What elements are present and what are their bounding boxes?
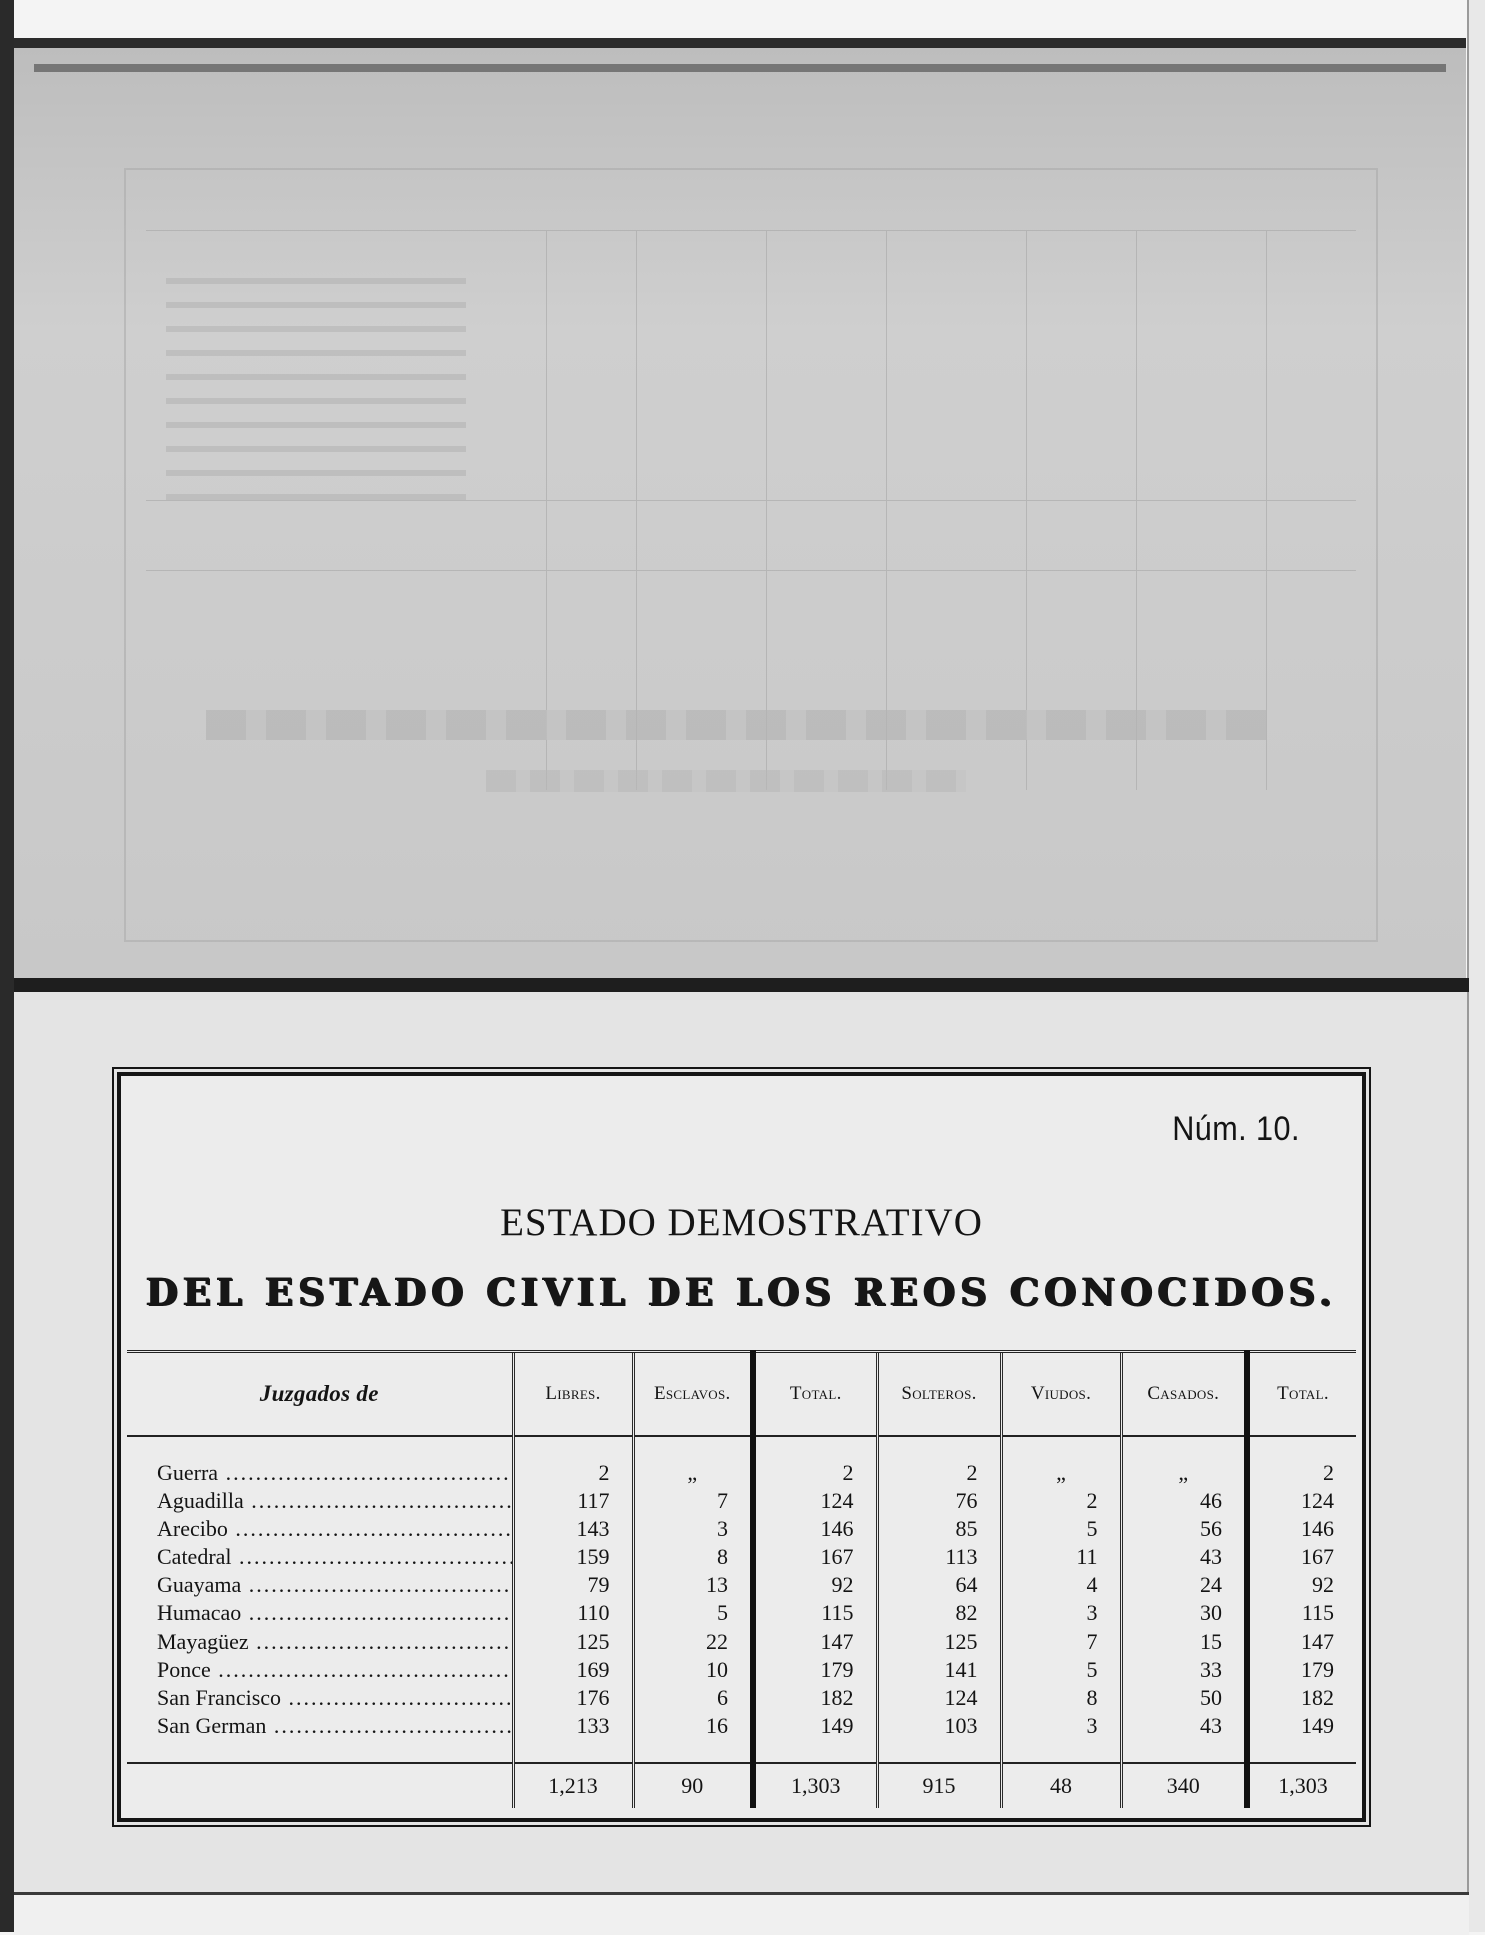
juzgado-name — [127, 1543, 513, 1571]
cell-viudos: 3 — [1001, 1599, 1121, 1627]
cell-total1: 2 — [753, 1459, 877, 1487]
cell-solteros: 125 — [877, 1628, 1001, 1656]
juzgado-name — [127, 1628, 513, 1656]
cell-viudos: 7 — [1001, 1628, 1121, 1656]
ghost-rule — [766, 230, 767, 790]
header-libres: Libres. — [513, 1352, 633, 1437]
total-viudos: 48 — [1001, 1763, 1121, 1808]
cell-casados: 50 — [1121, 1684, 1247, 1712]
cell-esclavos: 22 — [633, 1628, 753, 1656]
cell-total2: 167 — [1247, 1543, 1356, 1571]
cell-total1: 179 — [753, 1656, 877, 1684]
juzgado-name — [127, 1656, 513, 1684]
ghost-rule — [146, 230, 1356, 231]
document-frame — [117, 1072, 1366, 1822]
header-solteros: Solteros. — [877, 1352, 1001, 1437]
header-esclavos: Esclavos. — [633, 1352, 753, 1437]
cell-libres: 159 — [513, 1543, 633, 1571]
total-condicion: 1,303 — [753, 1763, 877, 1808]
juzgado-label: Guerra ..... — [157, 1460, 513, 1485]
cell-casados: 56 — [1121, 1515, 1247, 1543]
cell-solteros: 85 — [877, 1515, 1001, 1543]
juzgado-label: Arecibo ..... — [157, 1516, 513, 1541]
cell-total2: 147 — [1247, 1628, 1356, 1656]
cell-solteros: 64 — [877, 1571, 1001, 1599]
cell-solteros: 141 — [877, 1656, 1001, 1684]
table-row — [127, 1571, 1356, 1599]
table-header-row — [127, 1352, 1356, 1437]
header-viudos: Viudos. — [1001, 1352, 1121, 1437]
cell-total1: 149 — [753, 1712, 877, 1740]
cell-libres: 169 — [513, 1656, 633, 1684]
bleed-through-heading — [486, 770, 966, 792]
cell-casados: 24 — [1121, 1571, 1247, 1599]
table-row — [127, 1543, 1356, 1571]
juzgado-name — [127, 1459, 513, 1487]
juzgado-name — [127, 1487, 513, 1515]
cell-total2: 115 — [1247, 1599, 1356, 1627]
bleed-through-lines — [166, 260, 466, 518]
cell-casados: 30 — [1121, 1599, 1247, 1627]
cell-viudos: 8 — [1001, 1684, 1121, 1712]
cell-total1: 182 — [753, 1684, 877, 1712]
cell-total1: 167 — [753, 1543, 877, 1571]
cell-libres: 133 — [513, 1712, 633, 1740]
cell-total2: 179 — [1247, 1656, 1356, 1684]
cell-solteros: 76 — [877, 1487, 1001, 1515]
cell-esclavos: 5 — [633, 1599, 753, 1627]
cell-viudos: 11 — [1001, 1543, 1121, 1571]
juzgado-name — [127, 1515, 513, 1543]
cell-esclavos: 3 — [633, 1515, 753, 1543]
juzgado-label: San Francisco ..... — [157, 1685, 513, 1710]
ghost-rule — [636, 230, 637, 790]
table-row — [127, 1599, 1356, 1627]
document-subtitle: DEL ESTADO CIVIL DE LOS REOS CONOCIDOS. — [145, 1270, 1338, 1314]
cell-solteros: 103 — [877, 1712, 1001, 1740]
cell-total2: 2 — [1247, 1459, 1356, 1487]
cell-total1: 92 — [753, 1571, 877, 1599]
ghost-rule — [1136, 230, 1137, 790]
cell-casados: 33 — [1121, 1656, 1247, 1684]
table-row — [127, 1487, 1356, 1515]
header-total-condicion: Total. — [753, 1352, 877, 1437]
cell-esclavos: 13 — [633, 1571, 753, 1599]
cell-libres: 2 — [513, 1459, 633, 1487]
cell-viudos: 2 — [1001, 1487, 1121, 1515]
spacer-row — [127, 1436, 1356, 1459]
civil-status-table — [127, 1350, 1356, 1808]
totals-label-cell — [127, 1763, 513, 1808]
cell-total1: 115 — [753, 1599, 877, 1627]
header-total-estado: Total. — [1247, 1352, 1356, 1437]
cell-casados: 43 — [1121, 1543, 1247, 1571]
juzgado-label: Catedral ..... — [157, 1544, 513, 1569]
cell-libres: 143 — [513, 1515, 633, 1543]
ghost-rule — [146, 570, 1356, 571]
juzgado-name — [127, 1599, 513, 1627]
cell-libres: 110 — [513, 1599, 633, 1627]
cell-libres: 79 — [513, 1571, 633, 1599]
juzgado-name — [127, 1684, 513, 1712]
cell-viudos: „ — [1001, 1459, 1121, 1487]
cell-viudos: 3 — [1001, 1712, 1121, 1740]
total-libres: 1,213 — [513, 1763, 633, 1808]
ghost-rule — [546, 230, 547, 790]
scan-edge-left — [0, 0, 14, 1932]
ghost-rule — [146, 500, 1356, 501]
cell-esclavos: 7 — [633, 1487, 753, 1515]
bleed-through-table — [124, 168, 1378, 942]
totals-row — [127, 1763, 1356, 1808]
table-row — [127, 1684, 1356, 1712]
bleed-through-heading — [206, 710, 1266, 740]
total-estado: 1,303 — [1247, 1763, 1356, 1808]
table-row — [127, 1459, 1356, 1487]
cell-total2: 146 — [1247, 1515, 1356, 1543]
cell-total2: 182 — [1247, 1684, 1356, 1712]
ghost-rule — [1266, 230, 1267, 790]
table-row — [127, 1515, 1356, 1543]
cell-total2: 92 — [1247, 1571, 1356, 1599]
juzgado-name — [127, 1571, 513, 1599]
cell-total1: 146 — [753, 1515, 877, 1543]
cell-solteros: 124 — [877, 1684, 1001, 1712]
cell-solteros: 113 — [877, 1543, 1001, 1571]
juzgado-label: Ponce ..... — [157, 1657, 513, 1682]
total-solteros: 915 — [877, 1763, 1001, 1808]
total-esclavos: 90 — [633, 1763, 753, 1808]
cell-total2: 149 — [1247, 1712, 1356, 1740]
cell-total2: 124 — [1247, 1487, 1356, 1515]
cell-total1: 147 — [753, 1628, 877, 1656]
scan-edge-right — [1467, 0, 1485, 1932]
scan-bottom-edge — [14, 1892, 1469, 1935]
document-number: Núm. 10. — [1172, 1110, 1300, 1148]
table-row — [127, 1712, 1356, 1740]
cell-viudos: 5 — [1001, 1515, 1121, 1543]
cell-viudos: 5 — [1001, 1656, 1121, 1684]
cell-casados: „ — [1121, 1459, 1247, 1487]
table-row — [127, 1628, 1356, 1656]
page-divider — [14, 978, 1469, 992]
cell-libres: 176 — [513, 1684, 633, 1712]
juzgado-label: Mayagüez ..... — [157, 1629, 513, 1654]
total-casados: 340 — [1121, 1763, 1247, 1808]
cell-casados: 43 — [1121, 1712, 1247, 1740]
cell-esclavos: 10 — [633, 1656, 753, 1684]
cell-solteros: 2 — [877, 1459, 1001, 1487]
table-row — [127, 1656, 1356, 1684]
juzgado-label: San German ..... — [157, 1713, 513, 1738]
spacer-row — [127, 1740, 1356, 1763]
ghost-rule — [1026, 230, 1027, 790]
cell-esclavos: „ — [633, 1459, 753, 1487]
bleed-through-page — [14, 38, 1466, 988]
cell-esclavos: 16 — [633, 1712, 753, 1740]
cell-libres: 125 — [513, 1628, 633, 1656]
ghost-rule — [886, 230, 887, 790]
cell-libres: 117 — [513, 1487, 633, 1515]
juzgado-label: Aguadilla ..... — [157, 1488, 513, 1513]
cell-esclavos: 8 — [633, 1543, 753, 1571]
juzgado-label: Humacao ..... — [157, 1600, 513, 1625]
cell-total1: 124 — [753, 1487, 877, 1515]
header-juzgados: Juzgados de — [127, 1352, 513, 1437]
header-casados: Casados. — [1121, 1352, 1247, 1437]
juzgado-label: Guayama ..... — [157, 1572, 513, 1597]
cell-casados: 15 — [1121, 1628, 1247, 1656]
cell-casados: 46 — [1121, 1487, 1247, 1515]
juzgado-name — [127, 1712, 513, 1740]
cell-solteros: 82 — [877, 1599, 1001, 1627]
document-title: ESTADO DEMOSTRATIVO — [500, 1201, 983, 1244]
cell-viudos: 4 — [1001, 1571, 1121, 1599]
cell-esclavos: 6 — [633, 1684, 753, 1712]
page-rim — [34, 64, 1446, 72]
